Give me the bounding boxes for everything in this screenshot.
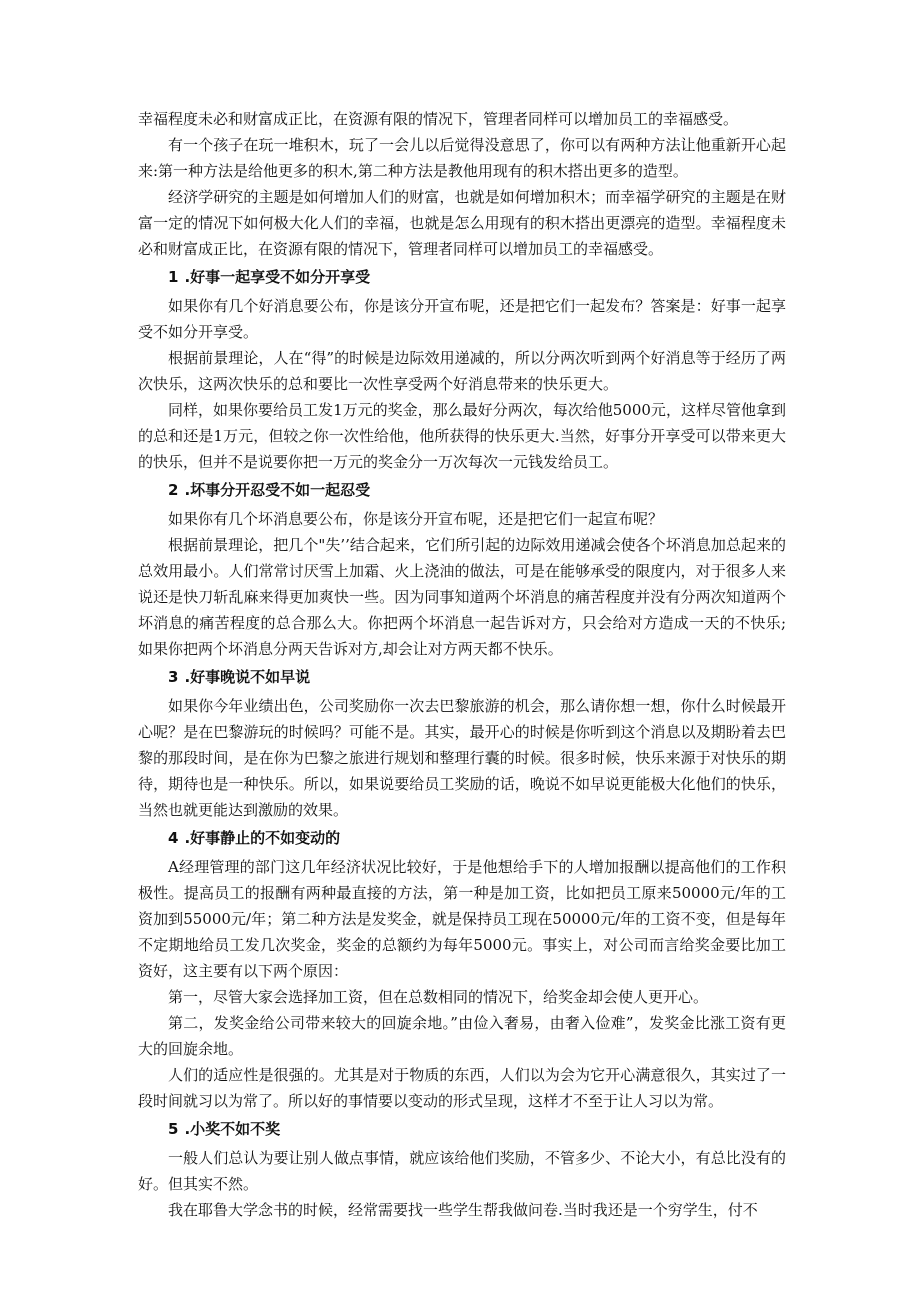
document-page <box>138 106 786 1223</box>
section-heading <box>138 264 786 290</box>
section-number: 4 <box>168 829 179 847</box>
paragraph: 如果你今年业绩出色，公司奖励你一次去巴黎旅游的机会，那么请你想一想，你什么时候最开心呢？是在巴黎游玩的时候吗？可能不是。其实，最开心的时候是你听到这个消息以及期盼着去巴黎的那段时间，是在你为巴黎之旅进行规划和整理行囊的时候。很多时候，快乐来源于对快乐的期待，期待也是一种快乐。所以，如果说要给员工奖励的话，晚说不如早说更能极大化他们的快乐，当然也就更能达到激励的效果。 <box>138 697 786 819</box>
paragraph: 人们的适应性是很强的。尤其是对于物质的东西，人们以为会为它开心满意很久，其实过了一段时间就习以为常了。所以好的事情要以变动的形式呈现，这样才不至于让人习以为常。 <box>138 1066 786 1110</box>
paragraph: 根据前景理论，人在“得”的时候是边际效用递减的，所以分两次听到两个好消息等于经历了两次快乐，这两次快乐的总和要比一次性享受两个好消息带来的快乐更大。 <box>138 349 786 393</box>
paragraph: 第一，尽管大家会选择加工资，但在总数相同的情况下，给奖金却会使人更开心。 <box>168 988 709 1006</box>
section-number: 5 <box>168 1120 179 1138</box>
section-number: 3 <box>168 668 179 686</box>
section-number: 1 <box>168 268 179 286</box>
section-number: 2 <box>168 481 179 499</box>
paragraph: 幸福程度未必和财富成正比，在资源有限的情况下，管理者同样可以增加员工的幸福感受。 <box>138 110 739 128</box>
paragraph: 一般人们总认为要让别人做点事情，就应该给他们奖励，不管多少、不论大小，有总比没有的好。但其实不然。 <box>138 1149 786 1193</box>
section-title: .好事静止的不如变动的 <box>184 829 341 847</box>
paragraph: 有一个孩子在玩一堆积木，玩了一会儿以后觉得没意思了，你可以有两种方法让他重新开心起来:第一种方法是给他更多的积木,第二种方法是教他用现有的积木搭出更多的造型。 <box>138 136 786 180</box>
section-heading <box>138 825 786 851</box>
section-title: .好事一起享受不如分开享受 <box>184 268 371 286</box>
section-title: .小奖不如不奖 <box>184 1120 281 1138</box>
paragraph: A经理管理的部门这几年经济状况比较好，于是他想给手下的人增加报酬以提高他们的工作积极性。提高员工的报酬有两种最直接的方法，第一种是加工资，比如把员工原来50000元/年的工资加到55000元/年；第二种方法是发奖金，就是保持员工现在50000元/年的工资不变，但是每年不定期地给员工发几次奖金，奖金的总额约为每年5000元。事实上，对公司而言给奖金要比加工资好，这主要有以下两个原因： <box>138 858 786 980</box>
section-heading <box>138 664 786 690</box>
paragraph: 如果你有几个坏消息要公布，你是该分开宣布呢，还是把它们一起宣布呢？ <box>168 510 664 528</box>
section-title: .坏事分开忍受不如一起忍受 <box>184 481 371 499</box>
paragraph: 第二，发奖金给公司带来较大的回旋余地。”由俭入奢易，由奢入俭难”，发奖金比涨工资有更大的回旋余地。 <box>138 1014 786 1058</box>
section-heading <box>138 477 786 503</box>
paragraph: 我在耶鲁大学念书的时候，经常需要找一些学生帮我做问卷.当时我还是一个穷学生，付不 <box>168 1201 758 1219</box>
paragraph: 同样，如果你要给员工发1万元的奖金，那么最好分两次，每次给他5000元，这样尽管他拿到的总和还是1万元，但较之你一次性给他，他所获得的快乐更大.当然，好事分开享受可以带来更大的快乐，但并不是说要你把一万元的奖金分一万次每次一元钱发给员工。 <box>138 401 786 471</box>
paragraph: 经济学研究的主题是如何增加人们的财富，也就是如何增加积木；而幸福学研究的主题是在财富一定的情况下如何极大化人们的幸福，也就是怎么用现有的积木搭出更漂亮的造型。幸福程度未必和财富成正比，在资源有限的情况下，管理者同样可以增加员工的幸福感受。 <box>138 188 786 258</box>
paragraph: 根据前景理论，把几个"失’’结合起来，它们所引起的边际效用递减会使各个坏消息加总起来的总效用最小。人们常常讨厌雪上加霜、火上浇油的做法，可是在能够承受的限度内，对于很多人来说还是快刀斩乱麻来得更加爽快一些。因为同事知道两个坏消息的痛苦程度并没有分两次知道两个坏消息的痛苦程度的总合那么大。你把两个坏消息一起告诉对方，只会给对方造成一天的不快乐;如果你把两个坏消息分两天告诉对方,却会让对方两天都不快乐。 <box>138 536 786 658</box>
section-heading <box>138 1116 786 1142</box>
paragraph: 如果你有几个好消息要公布，你是该分开宣布呢，还是把它们一起发布？答案是：好事一起享受不如分开享受。 <box>138 297 786 341</box>
section-title: .好事晚说不如早说 <box>184 668 311 686</box>
